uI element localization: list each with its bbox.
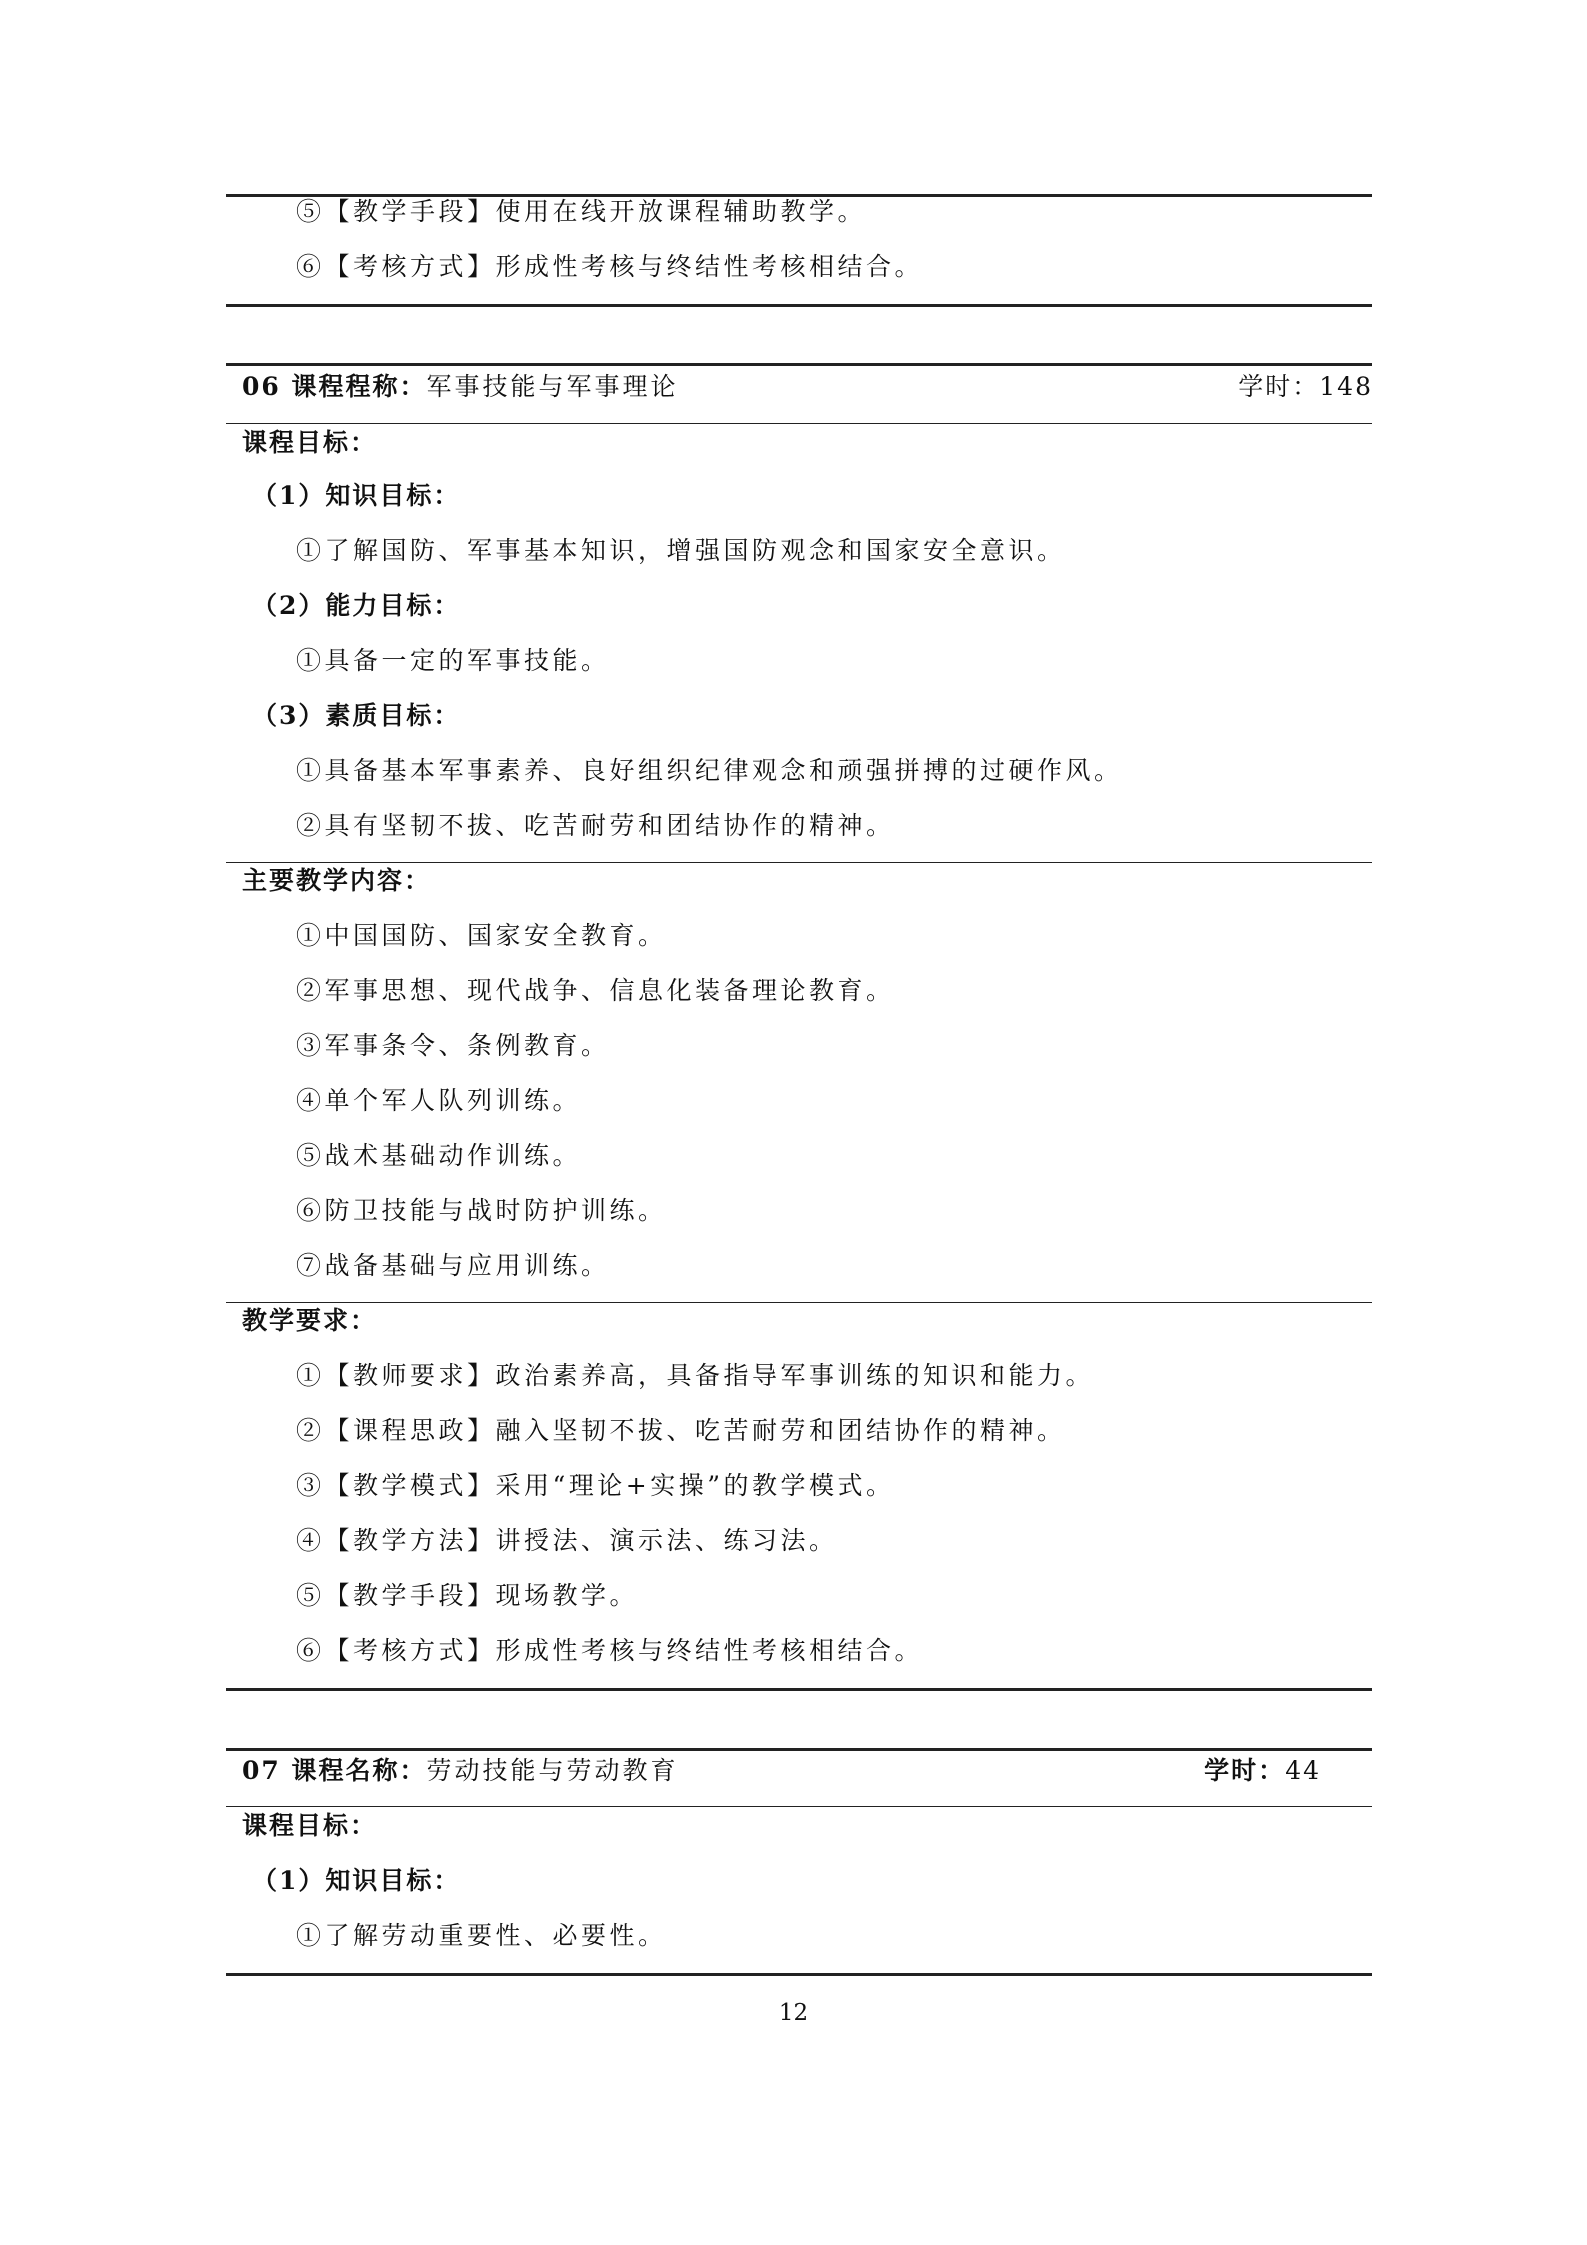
- course06-requirement-item: ⑤【教学手段】现场教学。: [296, 1581, 639, 1610]
- table-bottom-rule: [226, 304, 1372, 307]
- course07-title-value: 劳动技能与劳动教育: [426, 1756, 679, 1785]
- course07-top-rule: [226, 1748, 1372, 1751]
- course06-content-item: ⑦战备基础与应用训练。: [296, 1251, 610, 1280]
- course06-bottom-rule: [226, 1688, 1372, 1691]
- course06-content-item: ⑤战术基础动作训练。: [296, 1141, 582, 1170]
- course06-content-item: ⑥防卫技能与战时防护训练。: [296, 1196, 667, 1225]
- teaching-means-item: ⑤【教学手段】使用在线开放课程辅助教学。: [296, 197, 867, 226]
- course07-title-divider: [226, 1806, 1372, 1807]
- course07-hours-value: 44: [1285, 1756, 1321, 1785]
- course06-goals-heading: 课程目标：: [242, 428, 378, 457]
- course06-knowledge-heading: （1）知识目标：: [252, 481, 461, 510]
- course07-knowledge-item: ①了解劳动重要性、必要性。: [296, 1921, 667, 1950]
- course06-top-rule: [226, 363, 1372, 366]
- course06-content-item: ③军事条令、条例教育。: [296, 1031, 610, 1060]
- course06-requirements-heading: 教学要求：: [242, 1306, 378, 1335]
- course07-hours: [1204, 1756, 1321, 1786]
- course06-requirement-item: ②【课程思政】融入坚韧不拔、吃苦耐劳和团结协作的精神。: [296, 1416, 1066, 1445]
- course06-content-divider: [226, 1302, 1372, 1303]
- course06-quality-heading: （3）素质目标：: [252, 701, 461, 730]
- course06-title-divider: [226, 423, 1372, 424]
- course06-content-heading: 主要教学内容：: [242, 866, 432, 895]
- course06-ability-item: ①具备一定的军事技能。: [296, 646, 610, 675]
- course06-ability-heading: （2）能力目标：: [252, 591, 461, 620]
- course07-knowledge-heading: （1）知识目标：: [252, 1866, 461, 1895]
- page-bottom-rule: [226, 1973, 1372, 1976]
- course06-quality-item: ②具有坚韧不拔、吃苦耐劳和团结协作的精神。: [296, 811, 895, 840]
- course06-hours: [1238, 372, 1373, 402]
- course06-content-item: ②军事思想、现代战争、信息化装备理论教育。: [296, 976, 895, 1005]
- course06-knowledge-item: ①了解国防、军事基本知识，增强国防观念和国家安全意识。: [296, 536, 1066, 565]
- course07-goals-heading: 课程目标：: [242, 1811, 378, 1840]
- course07-title: [242, 1756, 679, 1786]
- course06-goals-divider: [226, 862, 1372, 863]
- course06-requirement-item: ①【教师要求】政治素养高，具备指导军事训练的知识和能力。: [296, 1361, 1095, 1390]
- assessment-item: ⑥【考核方式】形成性考核与终结性考核相结合。: [296, 252, 924, 281]
- course06-title-label: 06 课程程称：: [242, 372, 427, 401]
- course06-content-item: ①中国国防、国家安全教育。: [296, 921, 667, 950]
- course06-title: [242, 372, 679, 402]
- course06-title-value: 军事技能与军事理论: [426, 372, 679, 401]
- course06-hours-value: 148: [1319, 372, 1373, 401]
- course06-hours-label: 学时：: [1238, 372, 1320, 401]
- course06-requirement-item: ④【教学方法】讲授法、演示法、练习法。: [296, 1526, 838, 1555]
- course06-requirement-item: ③【教学模式】采用“理论+实操”的教学模式。: [296, 1471, 895, 1500]
- course06-content-item: ④单个军人队列训练。: [296, 1086, 582, 1115]
- course07-hours-label: 学时：: [1204, 1756, 1286, 1785]
- course06-requirement-item: ⑥【考核方式】形成性考核与终结性考核相结合。: [296, 1636, 924, 1665]
- page-number: 12: [778, 2000, 809, 2026]
- course07-title-label: 07 课程名称：: [242, 1756, 427, 1785]
- course06-quality-item: ①具备基本军事素养、良好组织纪律观念和顽强拼搏的过硬作风。: [296, 756, 1123, 785]
